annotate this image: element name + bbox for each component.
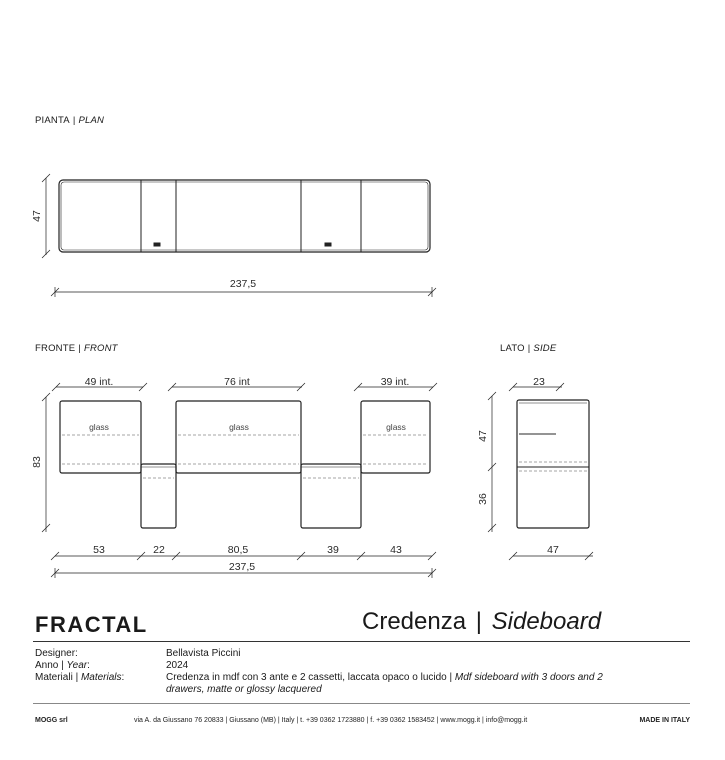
front-bottom-dim-1: 53 (93, 544, 105, 556)
front-view-label: FRONTE | FRONT (35, 343, 118, 354)
product-type-en: Sideboard (491, 608, 602, 635)
footer-divider (33, 703, 690, 704)
front-bottom-dim-2: 22 (153, 544, 165, 556)
plan-label-it: PIANTA (35, 115, 70, 126)
year-value: 2024 (166, 660, 189, 671)
side-label-it: LATO (500, 343, 525, 354)
front-top-dim-2: 76 int (224, 376, 250, 388)
footer-company: MOGG srl (35, 717, 68, 724)
front-cabinet-center (176, 401, 301, 473)
plan-depth-value: 47 (31, 210, 43, 222)
plan-view-label: PIANTA | PLAN (35, 115, 105, 126)
side-drawing (488, 383, 593, 560)
front-drawer-2 (301, 464, 361, 528)
side-label-en: SIDE (533, 343, 557, 354)
plan-label-en: PLAN (78, 115, 105, 126)
front-drawer-1 (141, 464, 176, 528)
plan-handle-1 (154, 243, 160, 246)
side-view-label: LATO | SIDE (500, 343, 557, 354)
plan-outline (59, 180, 430, 252)
product-name: FRACTAL (35, 612, 148, 637)
glass-label-right: glass (386, 422, 406, 432)
side-upper-value: 47 (477, 430, 489, 442)
title-divider (33, 641, 690, 642)
front-bottom-dim-3: 80,5 (227, 544, 249, 556)
meta-labels (35, 648, 124, 684)
side-lower-value: 36 (477, 493, 489, 505)
glass-label-center: glass (229, 422, 249, 432)
plan-inner-outline (61, 182, 428, 250)
front-bottom-dim-4: 39 (327, 544, 339, 556)
front-top-dim-3: 39 int. (380, 376, 410, 388)
footer-address: via A. da Giussano 76 20833 | Giussano (MB) | Italy | t. +39 0362 1723880 | f. +39 0362 1583452 | www.mogg.it | info@mogg.it (134, 717, 528, 724)
side-bottom-value: 47 (547, 544, 559, 556)
plan-width-value: 237,5 (229, 278, 257, 290)
front-top-dim-1: 49 int. (84, 376, 114, 388)
front-cabinet-left (60, 401, 141, 473)
front-cabinet-right (361, 401, 430, 473)
designer-label: Designer: (35, 648, 78, 659)
meta-values (166, 648, 666, 696)
year-label: Anno | Year: (35, 660, 90, 671)
materials-label: Materiali | Materials: (35, 672, 125, 683)
front-label-it: FRONTE (35, 343, 76, 354)
footer-made-in-italy: MADE IN ITALY (639, 717, 690, 724)
glass-label-left: glass (89, 422, 109, 432)
side-top-value: 23 (533, 376, 545, 388)
product-type: Credenza | Sideboard (362, 608, 602, 635)
side-outline (517, 400, 589, 528)
front-total-value: 237,5 (228, 561, 256, 573)
plan-handle-2 (325, 243, 331, 246)
front-height-value: 83 (31, 456, 43, 468)
designer-value: Bellavista Piccini (166, 648, 241, 659)
front-bottom-dim-5: 43 (390, 544, 402, 556)
front-label-en: FRONT (83, 343, 118, 354)
materials-value: Credenza in mdf con 3 ante e 2 cassetti, laccata opaco o lucido | Mdf sideboard with 3 doors and 2 drawers, matte or glossy lacquered (166, 672, 603, 695)
product-type-it: Credenza (362, 608, 467, 635)
